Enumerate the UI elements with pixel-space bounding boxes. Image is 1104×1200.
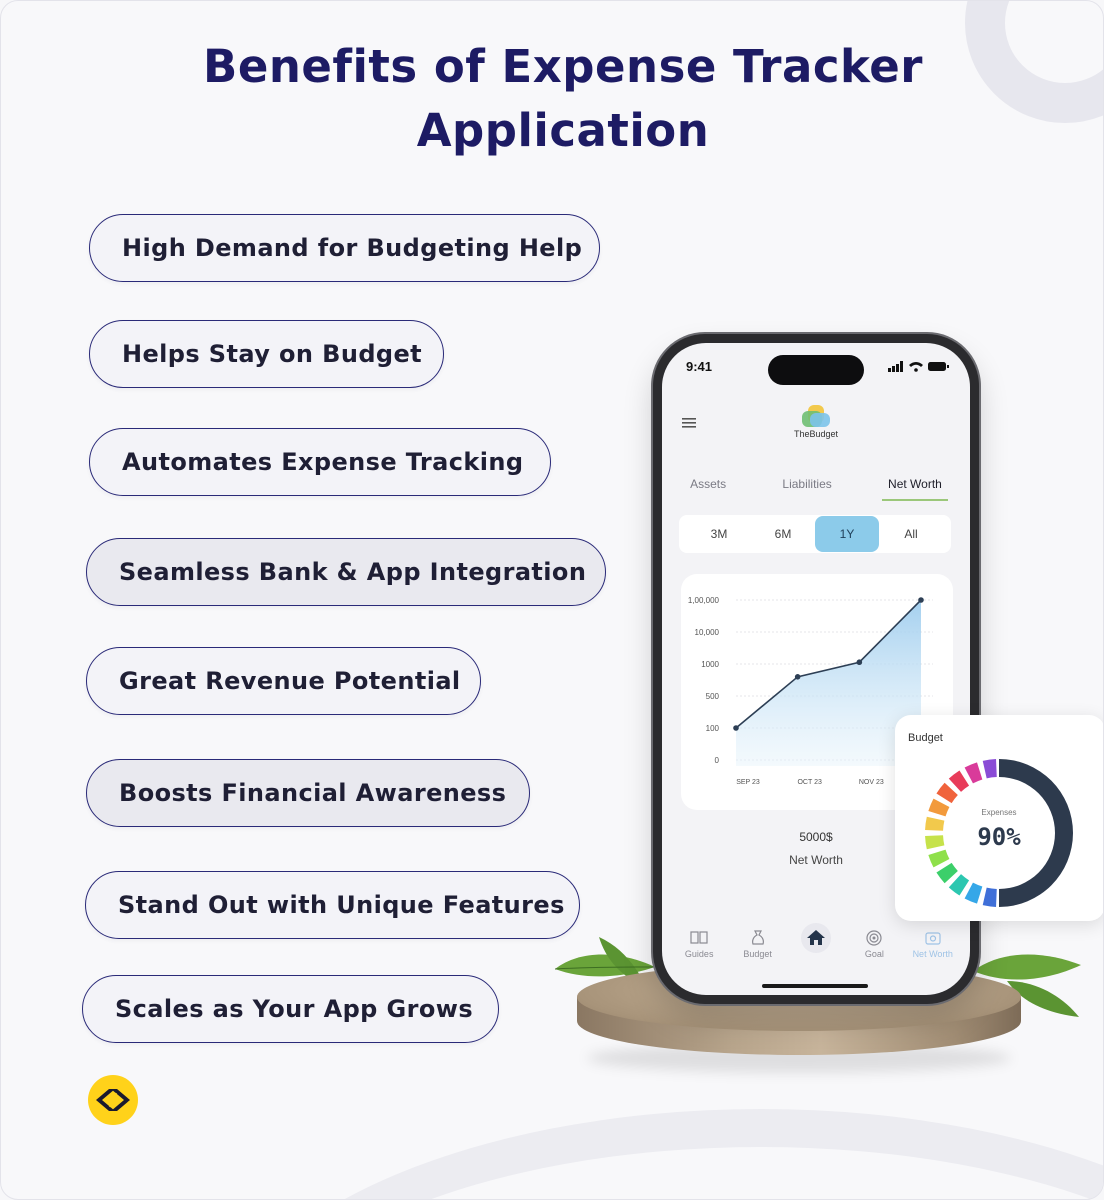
nav-guides[interactable] [673,927,725,983]
donut-center-label: Expenses [981,808,1017,817]
tab-liabilities[interactable]: Liabilities [782,477,832,491]
range-selector [679,515,951,553]
hamburger-menu-icon[interactable] [682,417,696,429]
benefit-pill: Great Revenue Potential [86,647,481,715]
donut-category-segment [928,799,949,817]
budget-card [895,715,1104,921]
benefit-pill: Helps Stay on Budget [89,320,444,388]
decorative-arc [211,1109,1104,1200]
nav-budget-label: Budget [743,949,772,959]
x-tick-label: OCT 23 [797,779,822,786]
range-all[interactable]: All [904,527,918,541]
y-tick-label: 10,000 [694,628,719,637]
net-worth-icon [924,929,942,947]
status-icons [888,360,950,372]
page-title-line-1: Benefits of Expense Tracker [203,40,923,93]
y-tick-label: 1000 [701,660,719,669]
donut-category-segment [936,863,957,883]
app-name: TheBudget [793,429,839,439]
home-icon [801,923,831,953]
chart-area-fill [736,600,921,766]
range-3m[interactable]: 3M [710,527,728,541]
nav-net-worth[interactable] [907,927,959,983]
tab-net-worth[interactable]: Net Worth [882,473,948,499]
donut-category-segment [983,759,997,778]
donut-category-segment [965,883,983,904]
x-tick-label: SEP 23 [736,779,760,786]
money-bag-icon [750,929,766,947]
donut-category-segment [928,850,949,868]
home-indicator [762,984,868,988]
benefit-pill: Automates Expense Tracking [89,428,551,496]
donut-category-segment [949,770,969,791]
page-title [1,35,1104,163]
app-logo-icon [796,403,836,429]
y-tick-label: 500 [705,692,719,701]
benefit-pill: Scales as Your App Grows [82,975,499,1043]
benefit-pill: Seamless Bank & App Integration [86,538,606,606]
nav-budget[interactable] [732,927,784,983]
chart-point [918,597,924,603]
donut-category-segment [983,888,997,907]
dynamic-island [768,355,864,385]
range-6m[interactable]: 6M [774,527,792,541]
chart-point [857,659,863,665]
donut-category-segment [936,783,957,803]
net-worth-value: 5000$ [799,830,833,844]
page-title-line-2: Application [416,104,710,157]
benefit-pill: Stand Out with Unique Features [85,871,580,939]
chart-point [795,674,801,680]
nav-net-worth-label: Net Worth [912,949,953,959]
benefit-pill: Boosts Financial Awareness [86,759,530,827]
budget-card-title: Budget [908,732,943,744]
net-worth-label: Net Worth [789,853,843,867]
target-icon [865,929,883,947]
nav-goal-label: Goal [864,949,884,959]
budget-donut-chart [923,757,1075,909]
range-1y[interactable]: 1Y [815,516,879,552]
y-tick-label: 0 [714,756,719,765]
tab-assets[interactable]: Assets [690,477,727,491]
benefit-pill: High Demand for Budgeting Help [89,214,600,282]
y-tick-label: 100 [705,724,719,733]
status-time: 9:41 [686,359,713,374]
bottom-nav [662,927,970,983]
book-icon [690,931,708,945]
donut-category-segment [949,874,969,895]
donut-category-segment [925,817,944,831]
y-tick-label: 1,00,000 [687,596,719,605]
brand-logo-icon [88,1075,138,1125]
nav-home[interactable] [790,927,842,983]
nav-guides-label: Guides [684,949,714,959]
donut-category-segment [965,762,983,783]
donut-center-value: 90% [977,823,1021,851]
x-tick-label: NOV 23 [858,779,884,786]
chart-point [733,725,739,731]
donut-category-segment [925,835,944,849]
nav-goal[interactable] [848,927,900,983]
asset-tabs [662,473,970,499]
